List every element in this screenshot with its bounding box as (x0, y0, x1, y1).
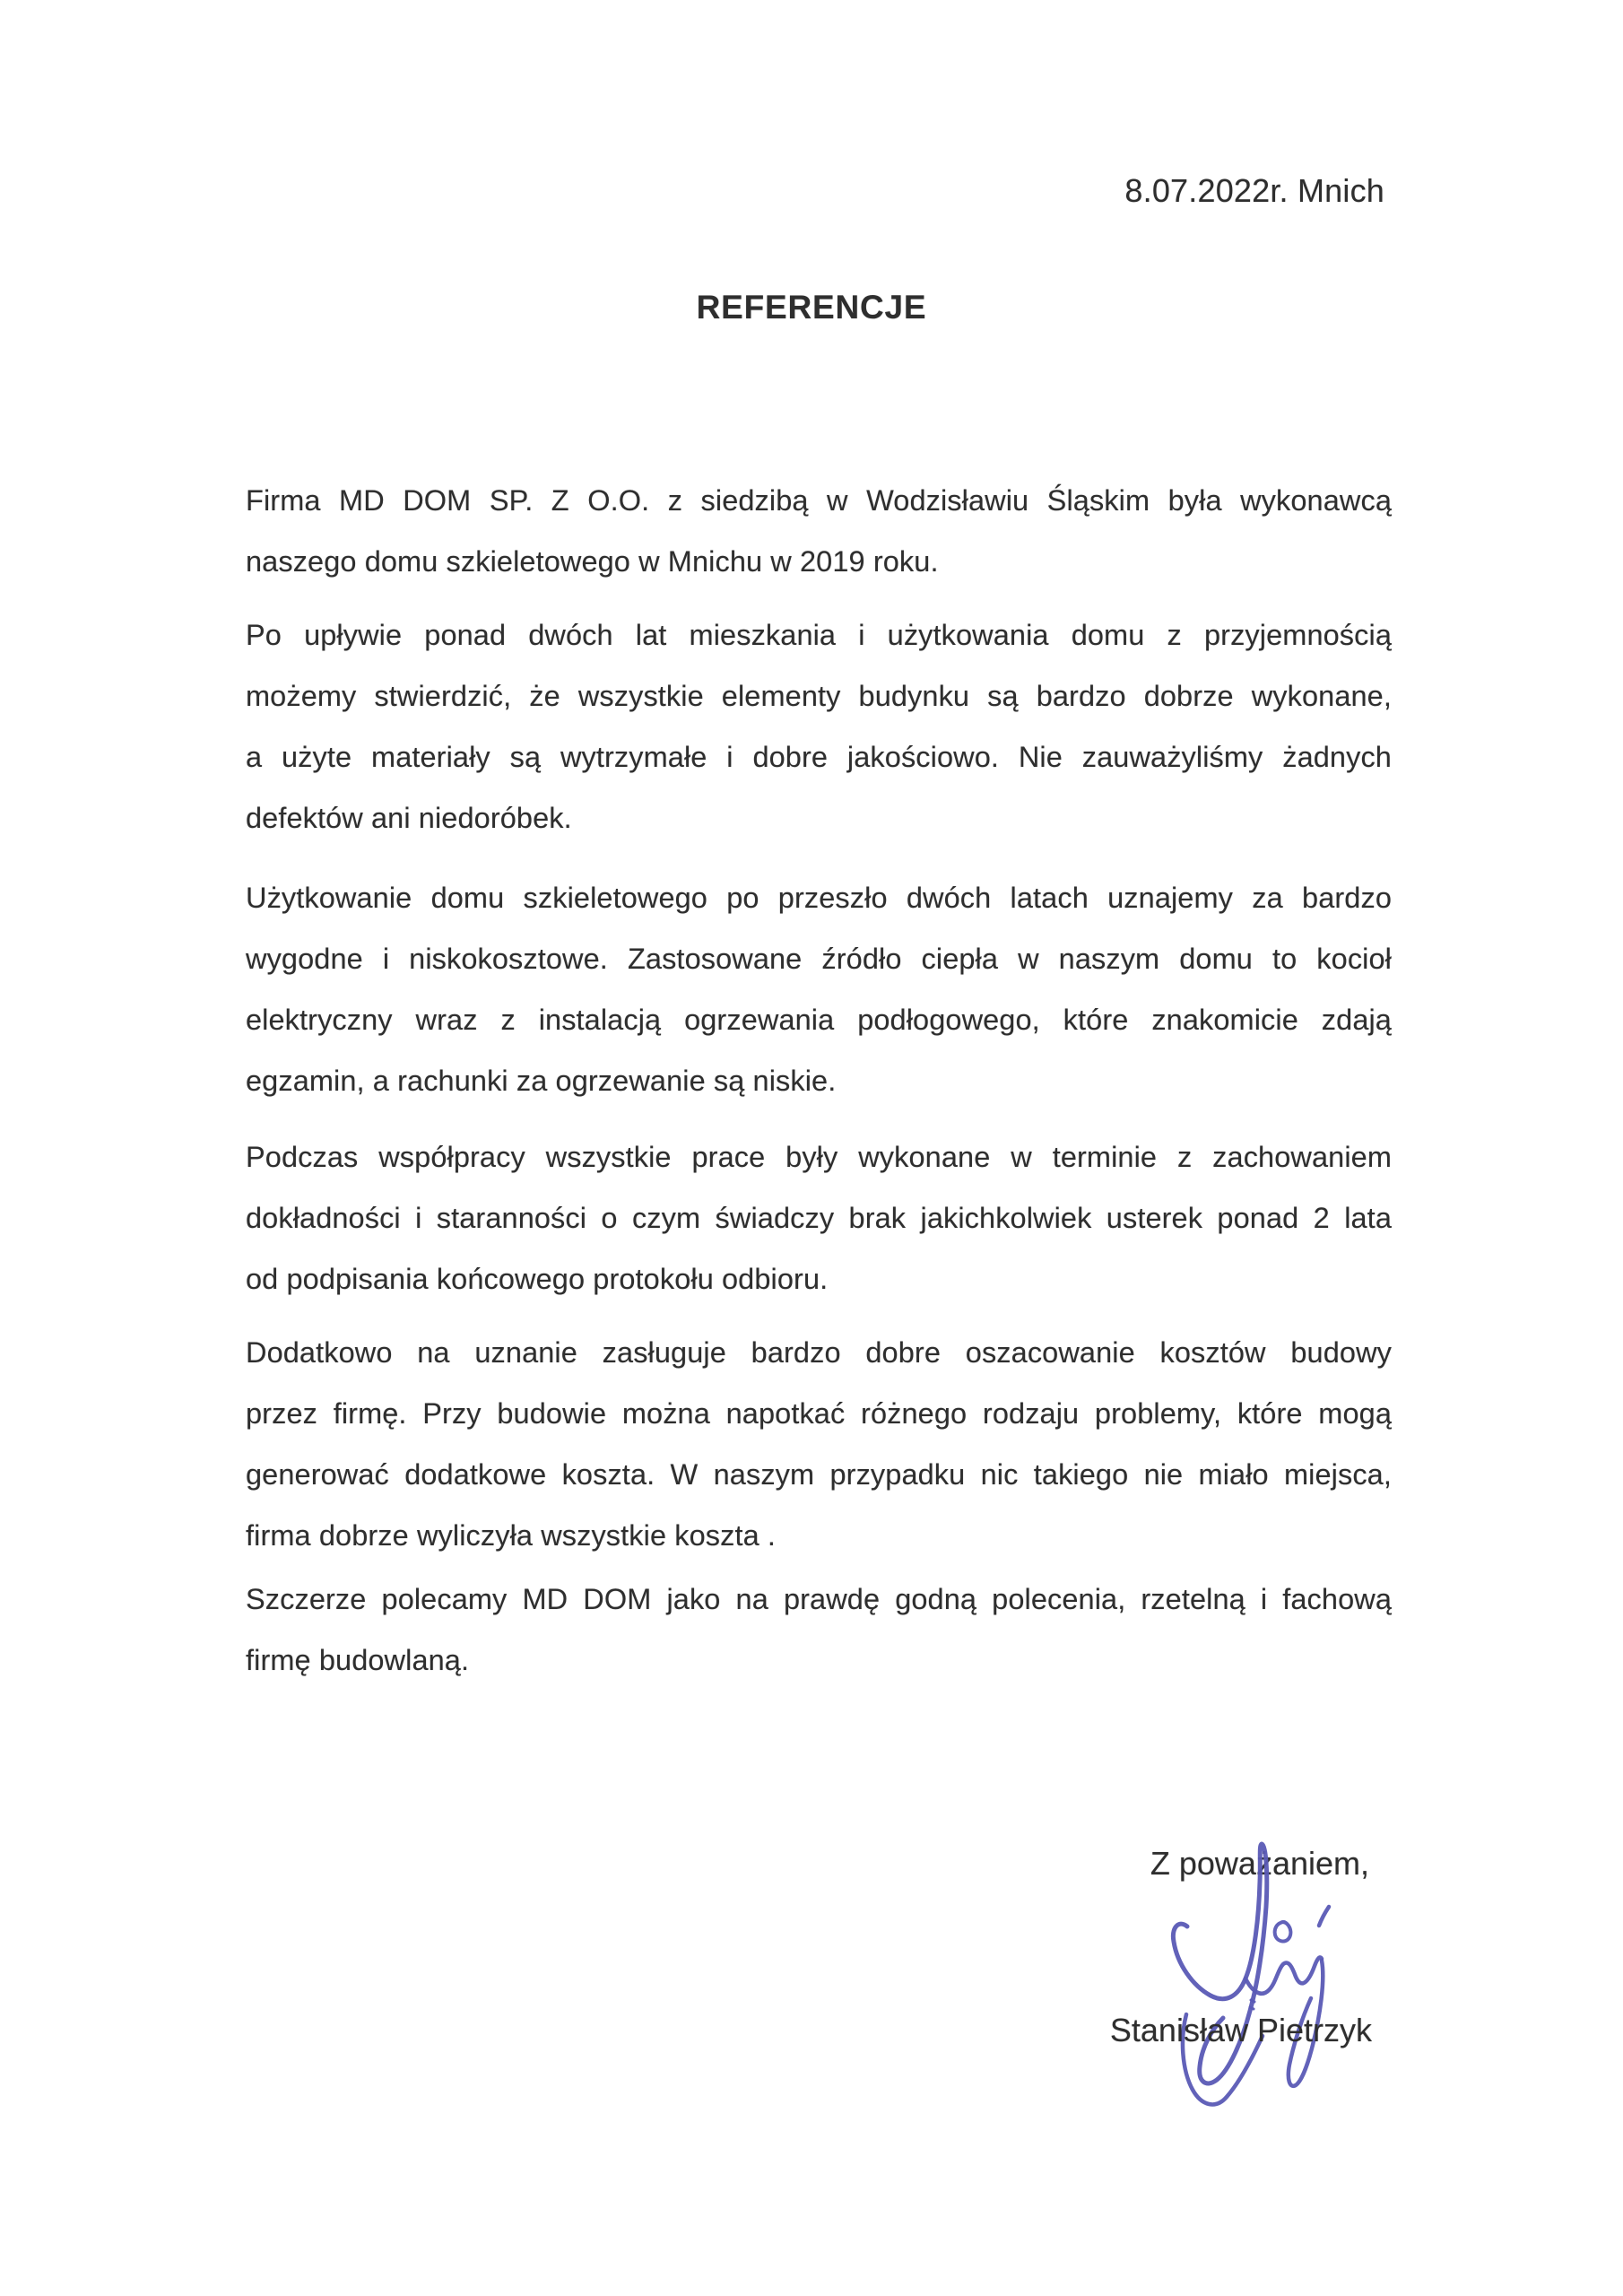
paragraph-line: Dodatkowo na uznanie zasługuje bardzo dobre oszacowanie kosztów budowy (246, 1336, 1392, 1369)
paragraph-3 (246, 867, 1392, 1111)
paragraph-1 (246, 470, 1392, 592)
paragraph-line: możemy stwierdzić, że wszystkie elementy budynku są bardzo dobrze wykonane, (246, 680, 1392, 712)
paragraph-line: od podpisania końcowego protokołu odbioru. (246, 1263, 829, 1295)
paragraph-line: Podczas współpracy wszystkie prace były wykonane w terminie z zachowaniem (246, 1141, 1392, 1173)
paragraph-line: firma dobrze wyliczyła wszystkie koszta . (246, 1519, 777, 1552)
signatory-name: Stanisław Pietrzyk (1109, 2012, 1372, 2048)
paragraph-line: Szczerze polecamy MD DOM jako na prawdę godną polecenia, rzetelną i fachową (246, 1583, 1392, 1615)
paragraph-line: dokładności i staranności o czym świadczy brak jakichkolwiek usterek ponad 2 lata (246, 1202, 1392, 1234)
paragraph-line: naszego domu szkieletowego w Mnichu w 2019 roku. (246, 545, 939, 578)
paragraph-line: Użytkowanie domu szkieletowego po przeszło dwóch latach uznajemy za bardzo (246, 882, 1392, 914)
paragraph-line: przez firmę. Przy budowie można napotkać różnego rodzaju problemy, które mogą (246, 1397, 1392, 1430)
date-line: 8.07.2022r. Mnich (1124, 172, 1384, 209)
paragraph-line: generować dodatkowe koszta. W naszym przypadku nic takiego nie miało miejsca, (246, 1458, 1392, 1491)
signature-icon (1137, 1828, 1426, 2135)
paragraph-line: wygodne i niskokosztowe. Zastosowane źródło ciepła w naszym domu to kocioł (246, 943, 1392, 975)
paragraph-line: defektów ani niedoróbek. (246, 802, 572, 834)
paragraph-line: firmę budowlaną. (246, 1644, 470, 1676)
paragraph-4 (246, 1126, 1392, 1309)
paragraph-2 (246, 604, 1392, 848)
paragraph-line: Po upływie ponad dwóch lat mieszkania i użytkowania domu z przyjemnością (246, 619, 1392, 651)
paragraph-line: Firma MD DOM SP. Z O.O. z siedzibą w Wodzisławiu Śląskim była wykonawcą (246, 484, 1392, 517)
paragraph-6 (246, 1569, 1392, 1691)
paragraph-line: egzamin, a rachunki za ogrzewanie są niskie. (246, 1065, 837, 1097)
letter-title: REFERENCJE (696, 289, 927, 326)
paragraph-line: a użyte materiały są wytrzymałe i dobre jakościowo. Nie zauważyliśmy żadnych (246, 741, 1392, 773)
paragraph-5 (246, 1322, 1392, 1566)
paragraph-line: elektryczny wraz z instalacją ogrzewania podłogowego, które znakomicie zdają (246, 1004, 1392, 1036)
closing-salutation: Z poważaniem, (1150, 1845, 1369, 1882)
